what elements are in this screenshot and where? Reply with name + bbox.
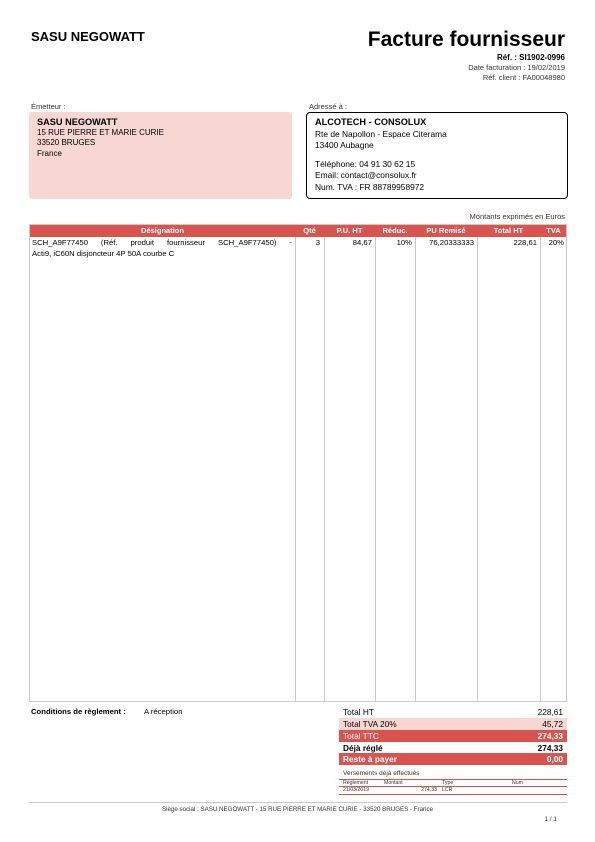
recipient-phone: Téléphone: 04 91 30 62 15 [315,158,416,169]
line-items-table [29,224,567,702]
recipient-address-box [306,112,568,199]
recipient-label: Adressé à : [309,102,347,111]
payment-terms-value: A réception [144,707,183,716]
company-name: SASU NEGOWATT [31,29,145,44]
document-title: Facture fournisseur [367,28,565,51]
total-ht-label: Total HT [343,707,374,717]
header-qty: Qté [303,226,316,235]
header-discounted-price: PU Remisé [426,226,466,235]
header-vat: TVA [546,226,561,235]
total-ttc-row [339,730,567,742]
recipient-street: Rte de Napollon - Espace Citerama [315,128,447,139]
remaining-value: 0,00 [546,754,563,764]
table-header [30,225,566,237]
already-paid-value: 274,33 [537,743,563,753]
total-ttc-value: 274,33 [537,731,563,741]
invoice-reference-value: SI1902-0996 [519,53,565,62]
payment-amount: 274,33 [421,787,437,793]
recipient-city: 13400 Aubagne [315,140,374,150]
sender-address-box [29,112,292,199]
page-number: 1 / 1 [544,816,557,823]
footer-address: Siège social : SASU NEGOWATT - 15 RUE PIERRE ET MARIE CURIE - 33520 BRUGES - France [161,806,434,813]
payment-type: LCR [442,787,453,793]
remaining-label: Reste à payer [343,754,397,764]
recipient-vat: Num. TVA : FR 88789958972 [315,181,425,192]
item-discount: 10% [396,238,412,247]
recipient-email: Email: contact@consolux.fr [315,170,417,180]
item-discounted-price: 76,20333333 [429,238,474,247]
total-tva-value: 45,72 [542,719,563,729]
sender-street: 15 RUE PIERRE ET MARIE CURIE [37,127,164,137]
payment-terms-label: Conditions de règlement : [31,707,126,716]
header-unit-price: P.U. HT [336,226,363,235]
item-total-ht: 228,61 [513,238,537,247]
total-ht-row [339,706,567,718]
header-total-ht: Total HT [493,226,524,235]
sender-country: France [37,148,62,158]
total-ht-value: 228,61 [537,707,563,717]
invoice-date: Date facturation : 19/02/2019 [468,63,565,72]
item-vat: 20% [548,238,564,247]
payments-title: Versements déjà effectués [343,770,420,777]
payments-header-amount: Montant [384,780,403,786]
payments-header-date: Règlement [343,780,369,786]
recipient-name: ALCOTECH - CONSOLUX [315,117,427,127]
header-designation: Désignation [141,226,184,235]
item-designation-line1: SCH_A9F77450 (Réf. produit fournisseur SCH_A9F77450) - [32,238,292,247]
payments-header-type: Type [442,780,454,786]
payment-date: 21/03/2019 [343,787,369,793]
payments-header-num: Num [512,780,523,786]
total-tva-row [339,718,567,730]
item-designation-line2: Acti9, iC60N disjoncteur 4P 50A courbe C [32,248,175,258]
invoice-reference [497,53,565,62]
sender-name: SASU NEGOWATT [37,117,118,127]
client-reference: Réf. client : FA00048980 [482,73,565,82]
sender-label: Émetteur : [31,102,66,111]
total-tva-label: Total TVA 20% [343,719,397,729]
remaining-row [339,753,567,765]
invoice-reference-label: Réf. : [496,53,520,62]
currency-note: Montants exprimés en Euros [469,212,565,221]
sender-city: 33520 BRUGES [37,138,96,147]
header-discount: Réduc. [382,226,408,235]
item-unit-price: 84,67 [352,238,372,247]
total-ttc-label: Total TTC [343,731,379,741]
item-qty: 3 [315,238,320,247]
already-paid-label: Déjà réglé [343,743,383,753]
